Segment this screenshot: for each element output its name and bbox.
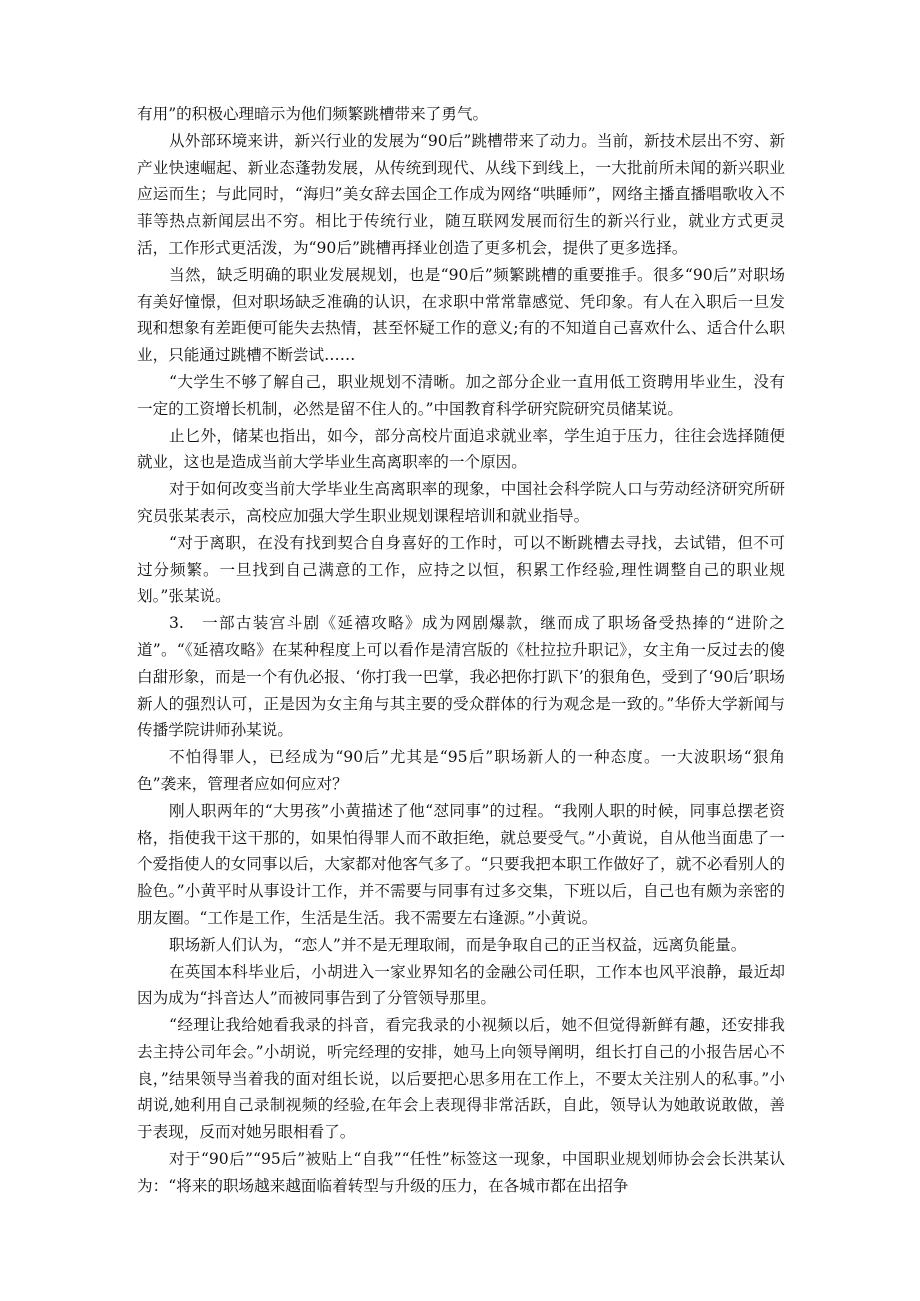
paragraph-1: 有用”的积极心理暗示为他们频繁跳槽带来了勇气。 [137, 105, 489, 123]
paragraph-9: 不怕得罪人，已经成为“90后”尤其是“95后”职场新人的一种态度。一大波职场“狠角色”袭来，管理者应如何应对？ [137, 748, 785, 793]
paragraph-6: 对于如何改变当前大学毕业生高离职率的现象，中国社会科学院人口与劳动经济研究所研究员张某表示，高校应加强大学生职业规划课程培训和就业指导。 [137, 480, 785, 525]
document-page [137, 101, 785, 1200]
paragraph-5: 止匕外，储某也指出，如今，部分高校片面追求就业率，学生迫于压力，往往会选择随便就业，这也是造成当前大学毕业生高离职率的一个原因。 [137, 426, 785, 472]
paragraph-14: 对于“90后”“95后”被贴上“自我”“任性”标签这一现象，中国职业规划师协会会长洪某认为：“将来的职场越来越面临着转型与升级的压力，在各城市都在出招争 [137, 1150, 785, 1195]
paragraph-13: “经理让我给她看我录的抖音，看完我录的小视频以后，她不但觉得新鲜有趣，还安排我去主持公司年会。”小胡说，听完经理的安排，她马上向领导阐明，组长打自己的小报告居心不良，”结果领导当着我的面对组长说，以后要把心思多用在工作上，不要太关注别人的私事。”小胡说,她利用自己录制视频的经验,在年会上表现得非常活跃，自此，领导认为她敢说敢做，善于表现，反而对她另眼相看了。 [137, 1016, 785, 1142]
paragraph-4: “大学生不够了解自己，职业规划不清晰。加之部分企业一直用低工资聘用毕业生，没有一定的工资增长机制，必然是留不住人的。”中国教育科学研究院研究员储某说。 [137, 372, 785, 418]
paragraph-10: 刚人职两年的“大男孩”小黄描述了他“怼同事”的过程。“我刚人职的时候，同事总摆老资格，指使我干这干那的，如果怕得罪人而不敢拒绝，就总要受气。”小黄说，自从他当面患了一个爱指使人的女同事以后，大家都对他客气多了。“只要我把本职工作做好了，就不必看别人的脸色。”小黄平时从事设计工作，并不需要与同事有过多交集，下班以后，自己也有颇为亲密的朋友圈。“工作是工作，生活是生活。我不需要左右逢源。”小黄说。 [137, 801, 785, 927]
paragraph-8: 3. 一部古装宫斗剧《延禧攻略》成为网剧爆款，继而成了职场备受热捧的“进阶之道”。“《延禧攻略》在某种程度上可以看作是清宫版的《杜拉拉升职记》，女主角一反过去的傻白甜形象，而是一个有仇必报、‘你打我一巴掌，我必把你打趴下’的狠角色，受到了‘90后’职场新人的强烈认可，正是因为女主角与其主要的受众群体的行为观念是一致的。”华侨大学新闻与传播学院讲师孙某说。 [137, 614, 785, 740]
paragraph-11: 职场新人们认为，“恋人”并不是无理取闹，而是争取自己的正当权益，远离负能量。 [168, 935, 747, 954]
paragraph-12: 在英国本科毕业后，小胡进入一家业界知名的金融公司任职，工作本也风平浪静，最近却因为成为“抖音达人”而被同事告到了分管领导那里。 [137, 962, 785, 1008]
paragraph-2: 从外部环境来讲，新兴行业的发展为“90后”跳槽带来了动力。当前，新技术层出不穷、新产业快速崛起、新业态蓬勃发展，从传统到现代、从线下到线上，一大批前所未闻的新兴职业应运而生；与此同时，“海归”美女辞去国企工作成为网络“哄睡师”，网络主播直播唱歌收入不菲等热点新闻层出不穷。相比于传统行业，随互联网发展而衍生的新兴行业，就业方式更灵活，工作形式更活泼，为“90后”跳槽再择业创造了更多机会，提供了更多选择。 [137, 131, 785, 257]
paragraph-7: “对于离职，在没有找到契合自身喜好的工作时，可以不断跳槽去寻找，去试错，但不可过分频繁。一旦找到自己满意的工作，应持之以恒，积累工作经验,理性调整自己的职业规划。”张某说。 [137, 533, 785, 606]
paragraph-3: 当然，缺乏明确的职业发展规划，也是“90后”频繁跳槽的重要推手。很多“90后”对职场有美好憧憬，但对职场缺乏准确的认识，在求职中常常靠感觉、凭印象。有人在入职后一旦发现和想象有差距便可能失去热情，甚至怀疑工作的意义;有的不知道自己喜欢什么、适合什么职业，只能通过跳槽不断尝试…… [137, 265, 785, 365]
